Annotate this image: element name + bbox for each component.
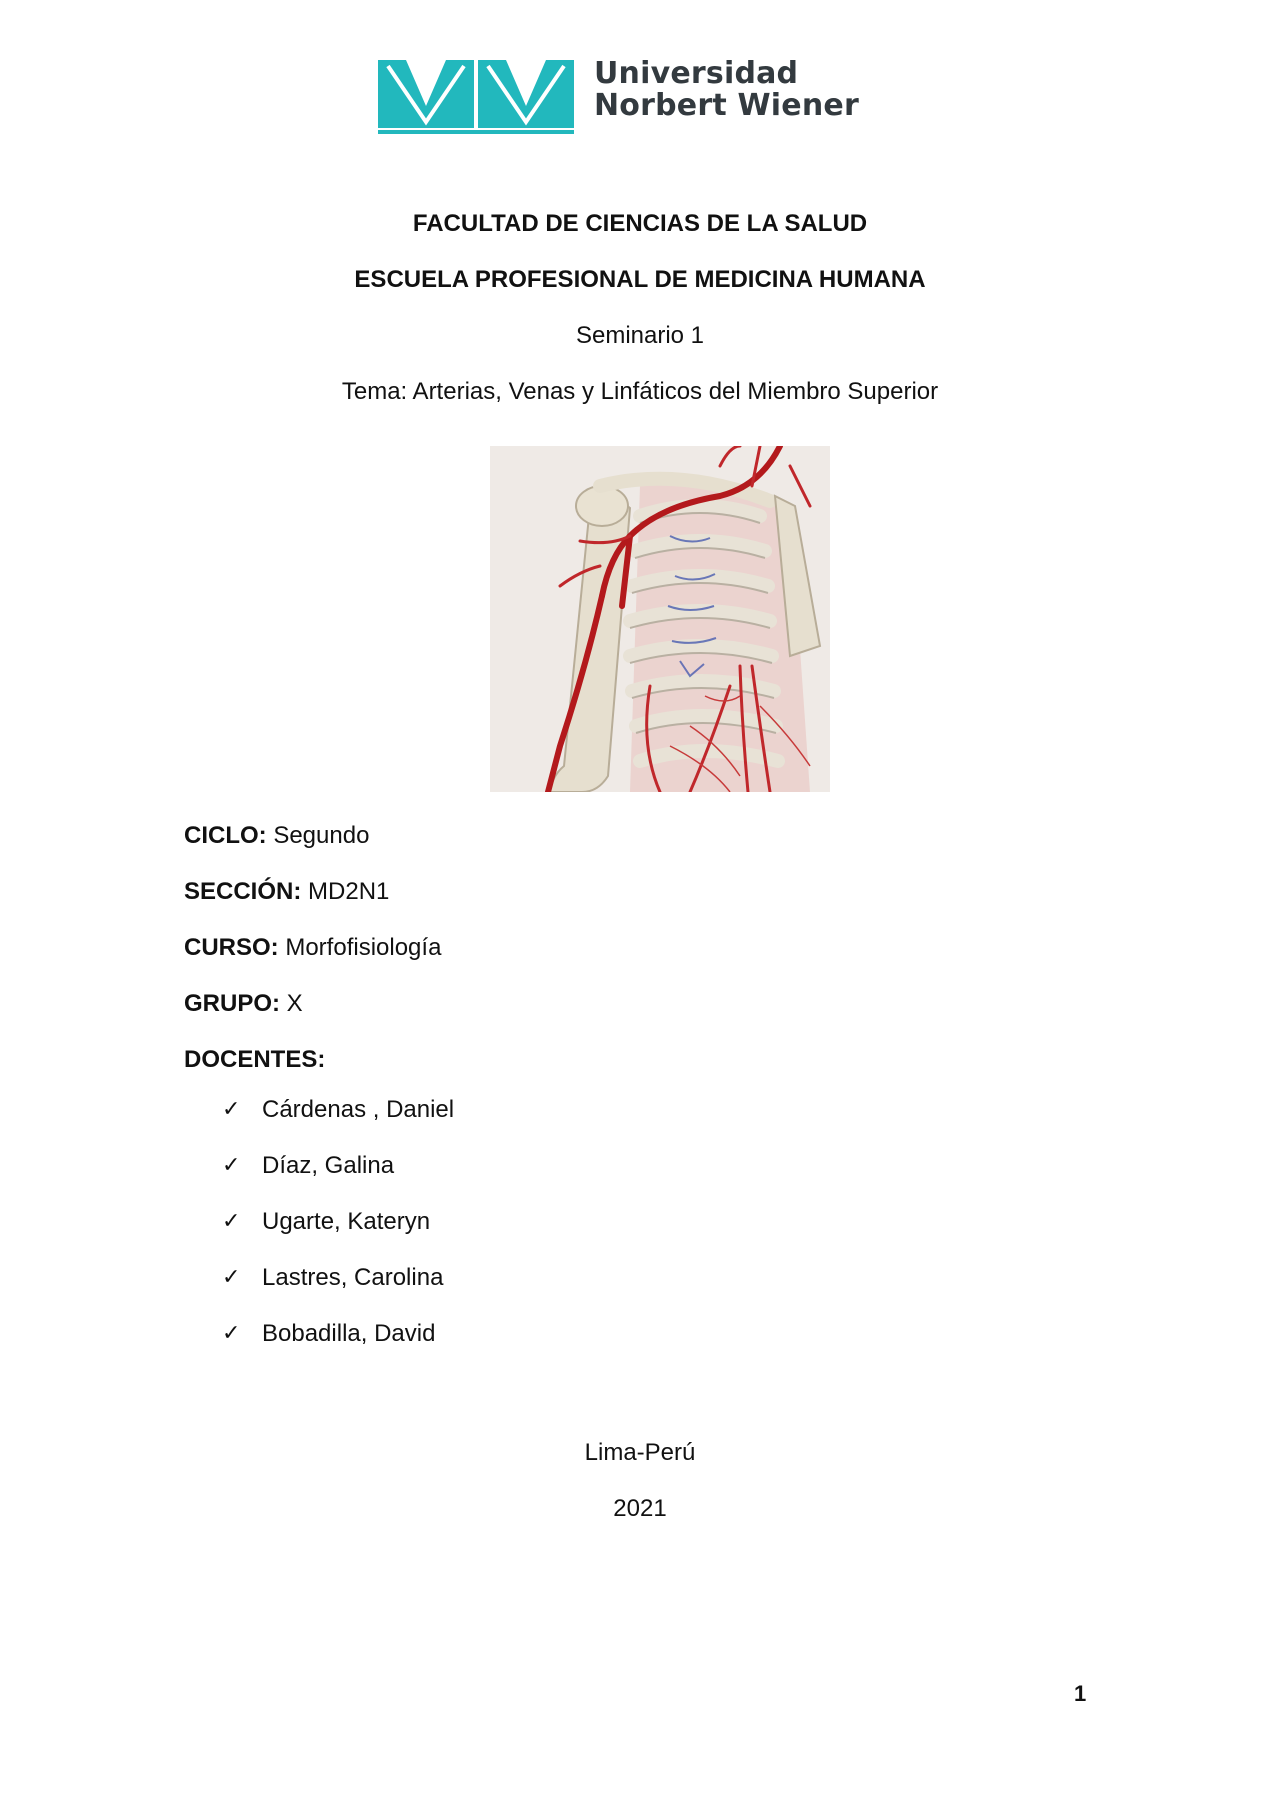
curso-value: Morfofisiología bbox=[285, 934, 442, 961]
docente-name: Ugarte, Kateryn bbox=[262, 1208, 431, 1235]
topic-title: Tema: Arterias, Venas y Linfáticos del Miembro Superior bbox=[341, 378, 939, 405]
logo-line-1: Universidad bbox=[594, 56, 799, 91]
checkmark-icon: ✓ bbox=[222, 1265, 241, 1290]
grupo-row bbox=[184, 989, 303, 1019]
ciclo-label: CICLO: bbox=[184, 822, 267, 849]
grupo-value: X bbox=[286, 990, 303, 1017]
year: 2021 bbox=[613, 1495, 667, 1522]
seccion-value: MD2N1 bbox=[308, 878, 390, 905]
docente-name: Bobadilla, David bbox=[262, 1320, 436, 1347]
checkmark-icon: ✓ bbox=[222, 1153, 241, 1178]
curso-row bbox=[184, 933, 441, 963]
docente-name: Díaz, Galina bbox=[262, 1152, 395, 1179]
curso-label: CURSO: bbox=[184, 934, 279, 961]
school-title: ESCUELA PROFESIONAL DE MEDICINA HUMANA bbox=[354, 266, 926, 293]
grupo-label: GRUPO: bbox=[184, 990, 280, 1017]
docente-name: Lastres, Carolina bbox=[262, 1264, 444, 1291]
seminar-title: Seminario 1 bbox=[575, 322, 705, 349]
checkmark-icon: ✓ bbox=[222, 1209, 241, 1234]
docentes-label: DOCENTES: bbox=[184, 1046, 326, 1073]
list-item bbox=[222, 1151, 454, 1207]
docente-name: Cárdenas , Daniel bbox=[262, 1096, 455, 1123]
list-item bbox=[222, 1263, 454, 1319]
list-item bbox=[222, 1095, 454, 1151]
anatomy-illustration bbox=[490, 446, 830, 792]
list-item bbox=[222, 1319, 454, 1375]
university-logo-mark bbox=[376, 56, 576, 136]
university-logo-wordmark bbox=[594, 58, 859, 122]
seccion-row bbox=[184, 877, 389, 907]
university-logo bbox=[376, 56, 859, 136]
logo-line-2: Norbert Wiener bbox=[594, 88, 859, 123]
page-number: 1 bbox=[1074, 1681, 1087, 1706]
checkmark-icon: ✓ bbox=[222, 1097, 241, 1122]
docentes-row bbox=[184, 1045, 325, 1075]
docentes-list bbox=[222, 1095, 454, 1375]
ciclo-row bbox=[184, 821, 369, 851]
seccion-label: SECCIÓN: bbox=[184, 878, 302, 905]
checkmark-icon: ✓ bbox=[222, 1321, 241, 1346]
faculty-title: FACULTAD DE CIENCIAS DE LA SALUD bbox=[412, 210, 868, 237]
location: Lima-Perú bbox=[584, 1439, 696, 1466]
list-item bbox=[222, 1207, 454, 1263]
ciclo-value: Segundo bbox=[273, 822, 370, 849]
